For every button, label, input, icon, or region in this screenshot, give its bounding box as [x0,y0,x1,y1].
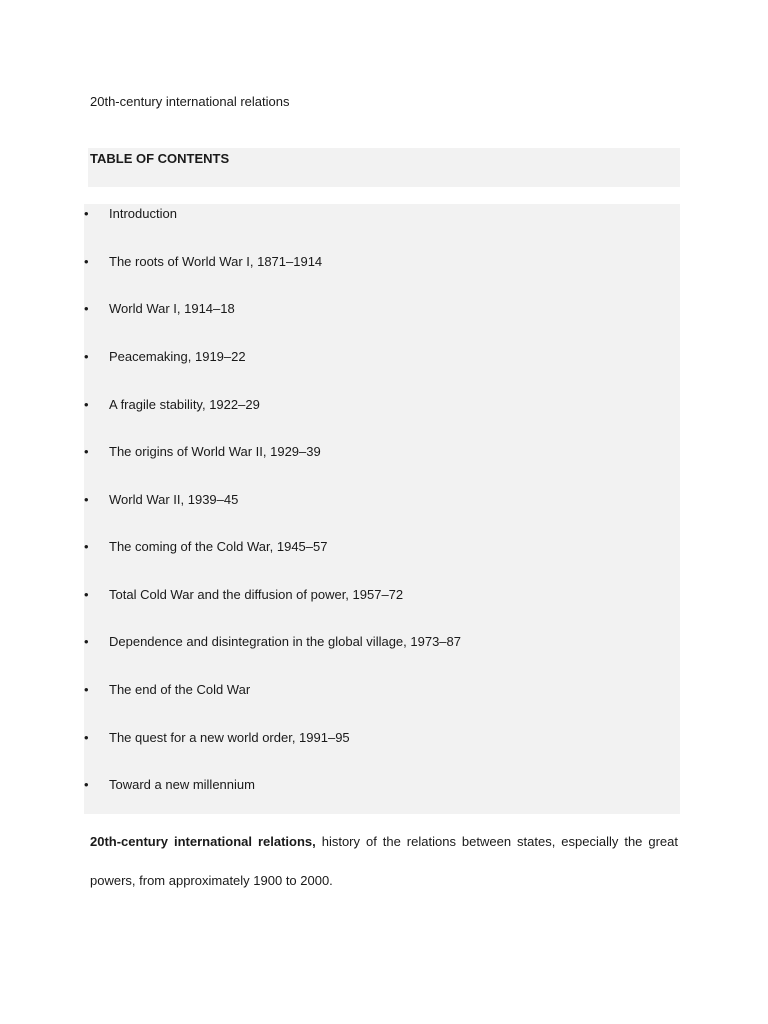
toc-item-ww1[interactable] [84,299,680,319]
toc-item-label: Toward a new millennium [109,777,255,792]
toc-item-dependence[interactable] [84,632,680,652]
bullet-icon: • [84,301,89,316]
toc-item-coming-cold-war[interactable] [84,537,680,557]
toc-item-label: A fragile stability, 1922–29 [109,397,260,412]
bullet-icon: • [84,254,89,269]
toc-list [84,204,680,814]
bullet-icon: • [84,634,89,649]
bullet-icon: • [84,777,89,792]
toc-item-new-millennium[interactable] [84,775,680,795]
toc-heading-box [88,148,680,187]
bullet-icon: • [84,492,89,507]
toc-item-label: Total Cold War and the diffusion of power, 1957–72 [109,587,404,602]
summary-paragraph [90,822,678,900]
toc-item-label: The end of the Cold War [109,682,251,697]
bullet-icon: • [84,539,89,554]
bullet-icon: • [84,206,89,221]
bullet-icon: • [84,682,89,697]
bullet-icon: • [84,587,89,602]
toc-item-label: The origins of World War II, 1929–39 [109,444,321,459]
summary-term: 20th-century international relations, [90,834,316,849]
toc-item-label: The coming of the Cold War, 1945–57 [109,539,328,554]
document-title: 20th-century international relations [90,94,290,109]
toc-item-peacemaking[interactable] [84,347,680,367]
toc-item-label: World War I, 1914–18 [109,301,235,316]
bullet-icon: • [84,444,89,459]
toc-item-label: The quest for a new world order, 1991–95 [109,730,350,745]
toc-heading: TABLE OF CONTENTS [90,151,230,166]
toc-item-label: The roots of World War I, 1871–1914 [109,254,323,269]
toc-item-ww2[interactable] [84,490,680,510]
bullet-icon: • [84,397,89,412]
toc-item-label: World War II, 1939–45 [109,492,239,507]
bullet-icon: • [84,349,89,364]
toc-item-label: Peacemaking, 1919–22 [109,349,246,364]
summary-text: history of the relations between states, especially the great powers, from approximately 1900 to 2000. [90,834,678,888]
toc-item-roots-ww1[interactable] [84,252,680,272]
toc-item-end-cold-war[interactable] [84,680,680,700]
toc-item-origins-ww2[interactable] [84,442,680,462]
toc-item-new-world-order[interactable] [84,728,680,748]
toc-item-introduction[interactable] [84,204,680,224]
toc-item-label: Dependence and disintegration in the global village, 1973–87 [109,634,461,649]
bullet-icon: • [84,730,89,745]
toc-item-label: Introduction [109,206,177,221]
toc-item-total-cold-war[interactable] [84,585,680,605]
toc-item-fragile-stability[interactable] [84,395,680,415]
